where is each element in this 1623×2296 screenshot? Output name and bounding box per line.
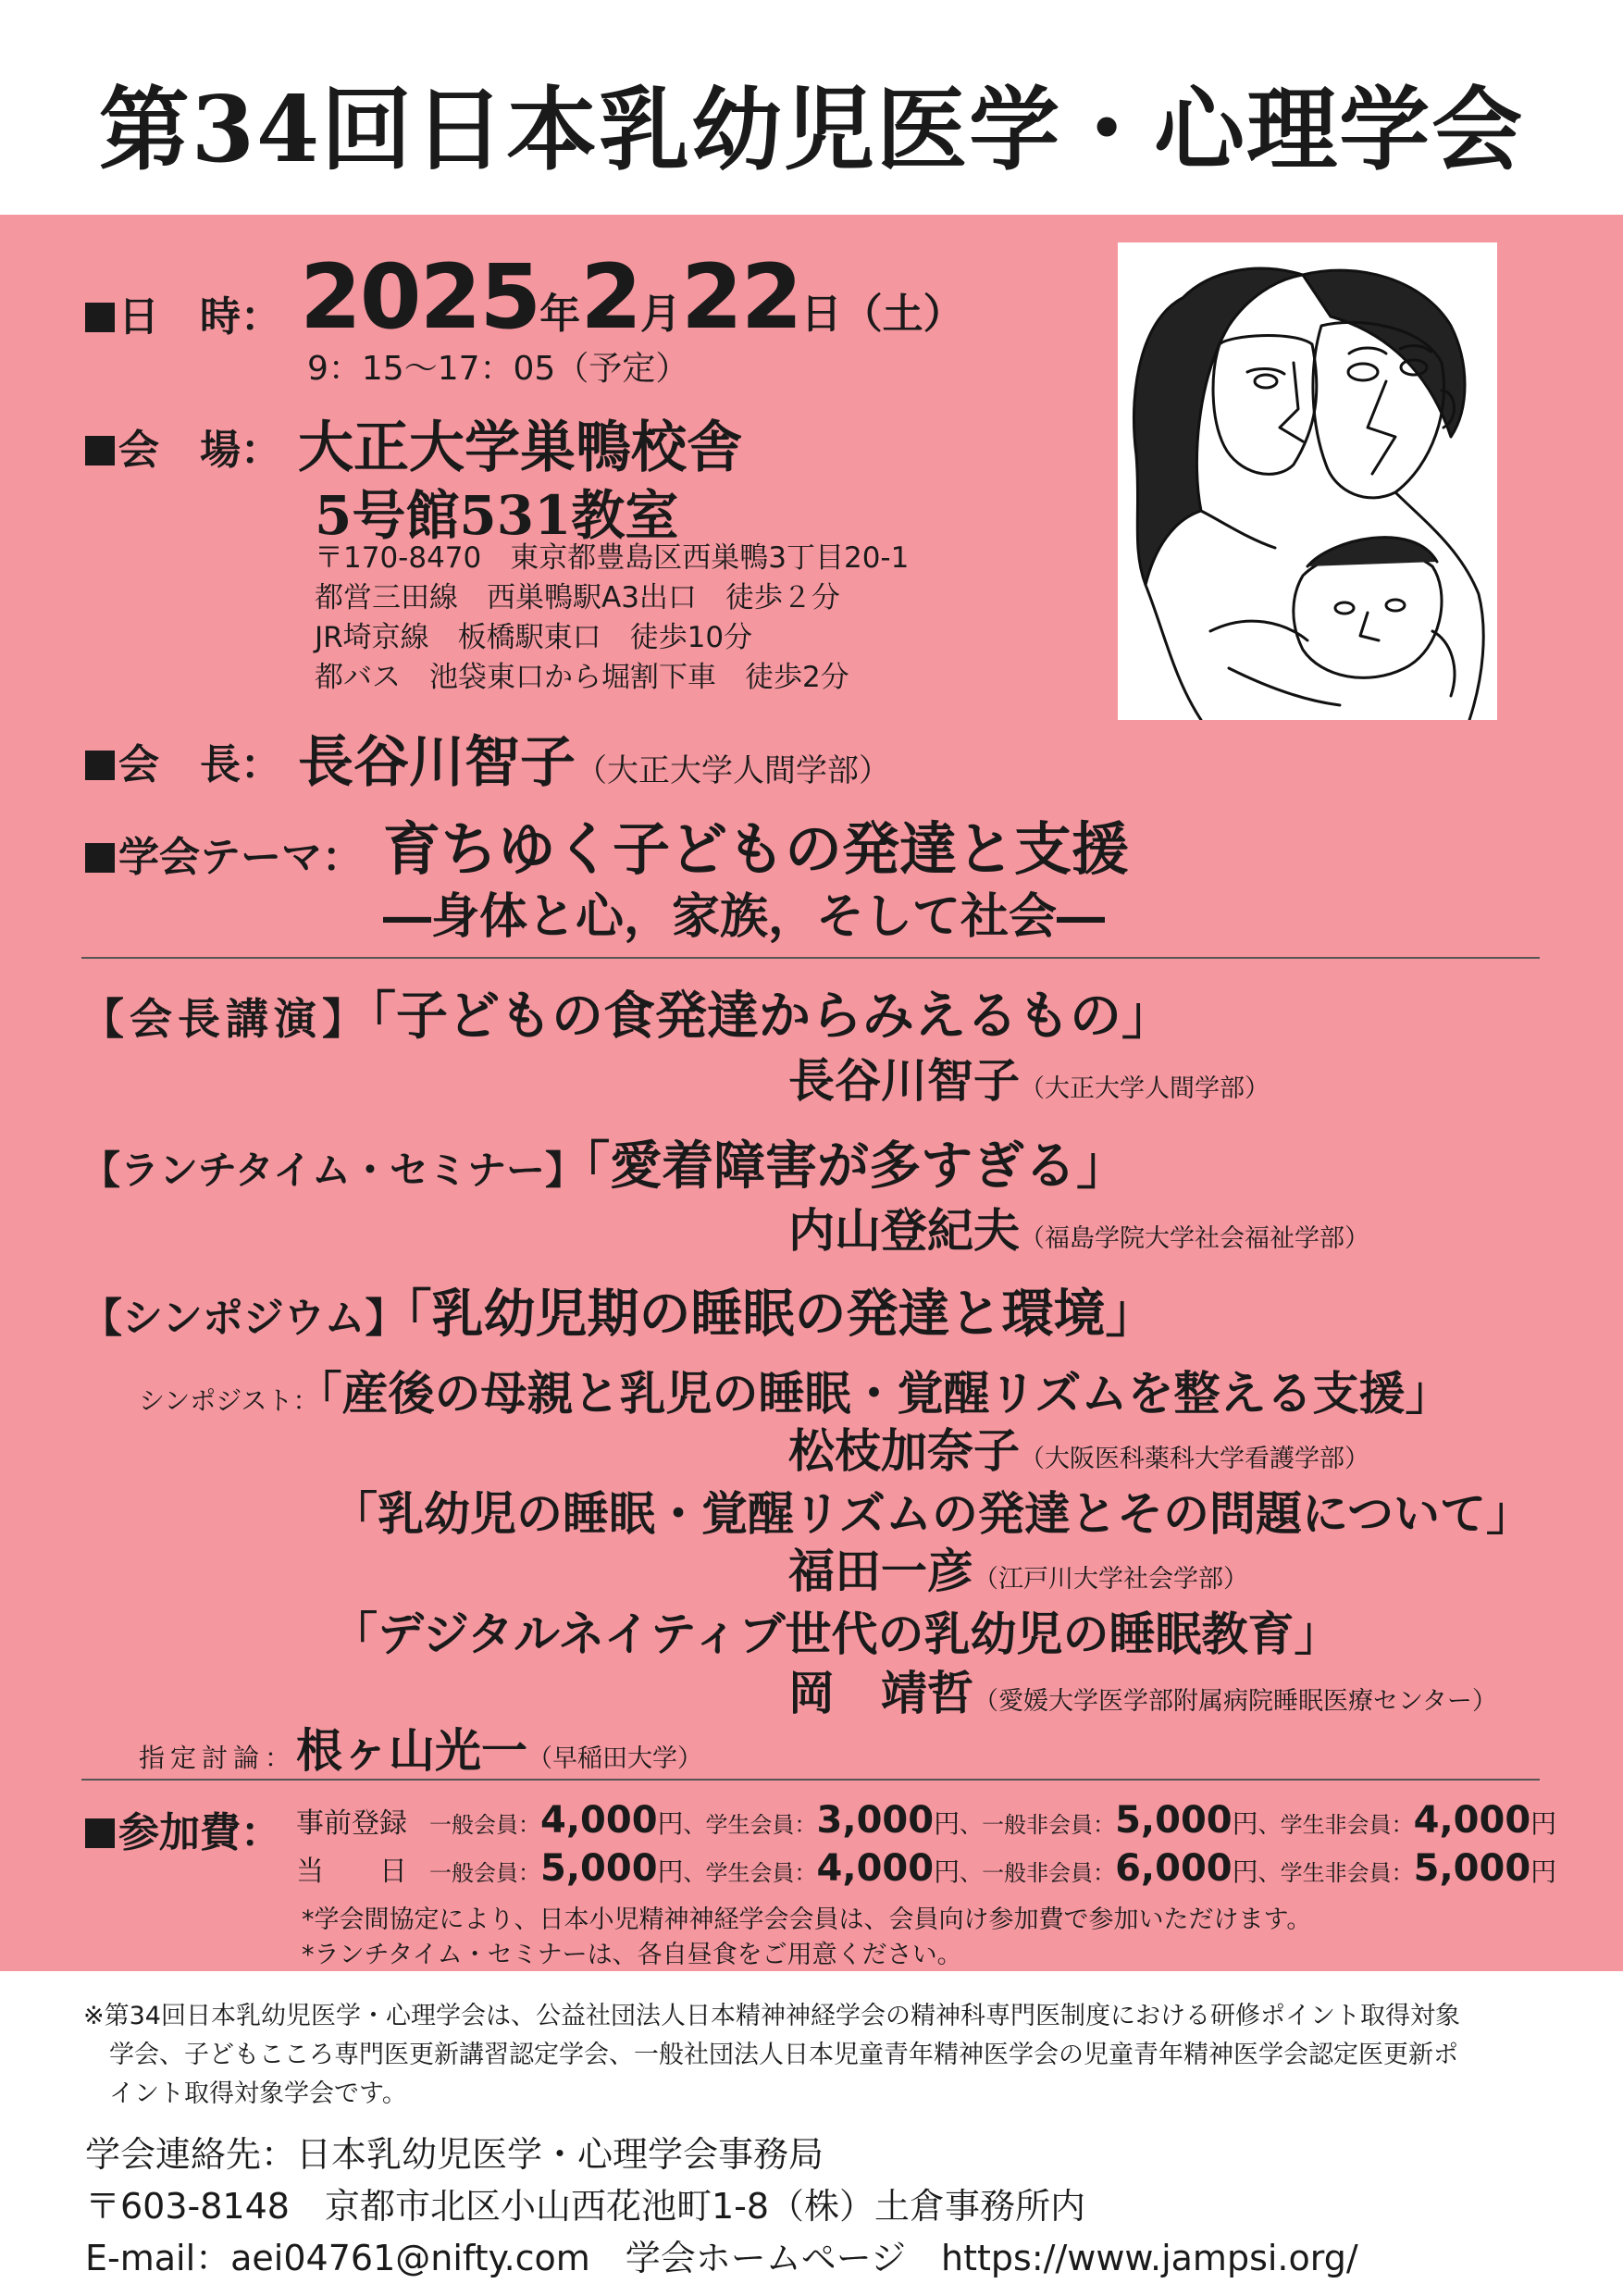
contact-email-web: E-mail：aei04761@nifty.com 学会ホームページ https://www.jampsi.org/: [85, 2238, 1358, 2278]
symposium-talk-2: 「乳幼児の睡眠・覚醒リズムの発達とその問題について」: [331, 1486, 1532, 1541]
fee-note-1: *学会間協定により、日本小児精神神経学会会員は、会員向け参加費で参加いただけます。: [302, 1905, 1312, 1934]
fee-row-onsite: 当 日 一般会員：5,000円、学生会員：4,000円、一般非会員：6,000円、学生非会員：5,000円: [296, 1847, 1557, 1890]
symposist-3: 岡 靖哲（愛媛大学医学部附属病院睡眠医療センター）: [788, 1666, 1497, 1720]
access-line: JR埼京線 板橋駅東口 徒歩10分: [315, 621, 753, 654]
square-bullet-icon: [85, 436, 115, 465]
symposist-2: 福田一彦（江戸川大学社会学部）: [788, 1544, 1248, 1598]
president-name: 長谷川智子: [298, 730, 576, 795]
access-line: 都バス 池袋東口から堀割下車 徒歩2分: [315, 661, 849, 694]
president: [298, 718, 890, 798]
theme-sub: ―身体と心，家族，そして社会―: [383, 888, 1106, 945]
president-label: 会 長：: [85, 731, 281, 790]
discussant: 指定討論：根ヶ山光一（早稲田大学）: [139, 1723, 703, 1778]
fee-note-2: *ランチタイム・セミナーは、各自昼食をご用意ください。: [302, 1941, 962, 1969]
symposist-1: 松枝加奈子（大阪医科薬科大学看護学部）: [788, 1423, 1369, 1478]
symposium-talk-1: シンポジスト：「産後の母親と乳児の睡眠・覚醒リズムを整える支援」: [139, 1366, 1452, 1421]
event-time: 9：15～17：05（予定）: [307, 350, 689, 388]
contact-block: [85, 2128, 1358, 2284]
symposium-talk-3: 「デジタルネイティブ世代の乳幼児の睡眠教育」: [331, 1607, 1341, 1661]
contact-address: 〒603-8148 京都市北区小山西花池町1-8（株）土倉事務所内: [85, 2186, 1086, 2227]
fees-label: 参加費：: [85, 1799, 281, 1858]
venue-label: 会 場：: [85, 416, 281, 476]
family-sketch-image: [1118, 242, 1497, 720]
theme-main: 育ちゆく子どもの発達と支援: [383, 815, 1130, 883]
contact-office: 学会連絡先：日本乳幼児医学・心理学会事務局: [85, 2134, 824, 2175]
divider: [81, 1779, 1540, 1781]
access-line: 都営三田線 西巣鴨駅A3出口 徒歩２分: [315, 581, 840, 614]
square-bullet-icon: [85, 303, 115, 332]
lecture-speaker: 長谷川智子（大正大学人間学部）: [788, 1053, 1270, 1108]
event-date: 2025年2月22日（土）: [300, 245, 964, 349]
theme-label: 学会テーマ：: [85, 824, 363, 883]
family-illustration: [1118, 242, 1497, 720]
lunch-heading: 【ランチタイム・セミナー】「愛着障害が多すぎる」: [81, 1136, 1129, 1197]
datetime-label: 日 時：: [85, 283, 281, 342]
symposium-heading: 【シンポジウム】「乳幼児期の睡眠の発達と環境」: [81, 1284, 1158, 1345]
footnote: ※第34回日本乳幼児医学・心理学会は、公益社団法人日本精神神経学会の精神科専門医制度における研修ポイント取得対象 学会、子どもこころ専門医更新講習認定学会、一般社団法人日本児童青年精神医学会の児童青年精神医学会認定医更新ポ イント取得対象学会です。: [83, 2002, 1460, 2108]
address-line: 〒170-8470 東京都豊島区西巣鴨3丁目20-1: [315, 541, 910, 575]
page-title: 第34回日本乳幼児医学・心理学会: [98, 77, 1525, 183]
venue-room: 5号館531教室: [315, 484, 679, 547]
venue-name: 大正大学巣鴨校舎: [298, 416, 742, 480]
venue-address: [315, 539, 909, 698]
fee-row-advance: 事前登録 一般会員：4,000円、学生会員：3,000円、一般非会員：5,000円、学生非会員：4,000円: [296, 1799, 1557, 1842]
divider: [81, 957, 1540, 959]
lecture-heading: 【会長講演】「子どもの食発達からみえるもの」: [81, 986, 1173, 1047]
square-bullet-icon: [85, 843, 115, 873]
lunch-speaker: 内山登紀夫（福島学院大学社会福祉学部）: [788, 1203, 1369, 1258]
president-affiliation: （大正大学人間学部）: [576, 752, 890, 789]
square-bullet-icon: [85, 751, 115, 780]
square-bullet-icon: [85, 1818, 115, 1848]
